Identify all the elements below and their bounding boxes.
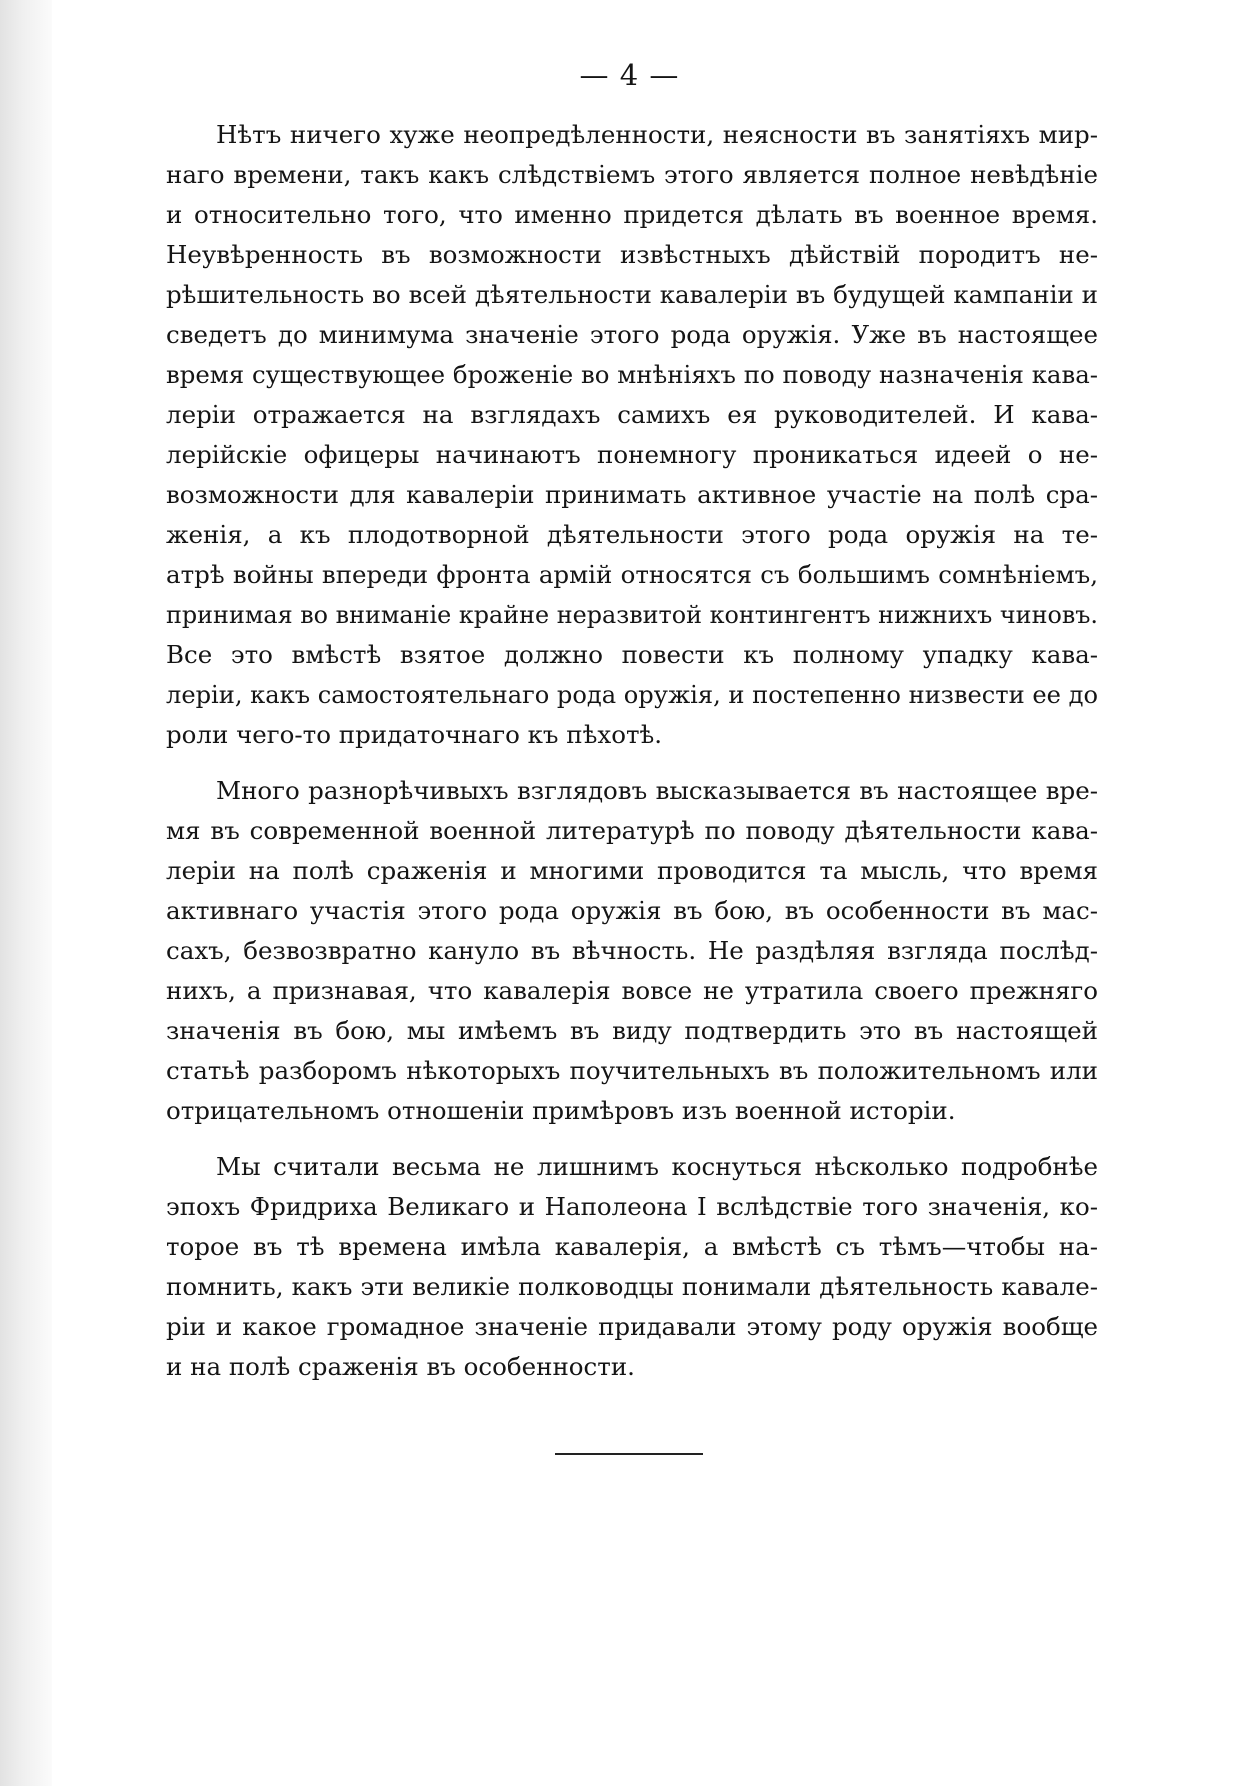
page-number: — 4 —	[579, 58, 680, 92]
text-line: нихъ, а признавая, что кавалерія вовсе не утратила своего прежняго	[166, 976, 1098, 1005]
paragraph-3	[166, 1147, 1098, 1387]
text-line: женія, а къ плодотворной дѣятельности этого рода оружія на те-	[166, 520, 1098, 549]
text-line: торое въ тѣ времена имѣла кавалерія, а вмѣстѣ съ тѣмъ—чтобы на-	[166, 1232, 1098, 1261]
scan-edge-shadow	[0, 0, 52, 1786]
text-line: Нѣтъ ничего хуже неопредѣленности, неясности въ занятіяхъ мир-	[216, 120, 1098, 149]
text-line: Неувѣренность въ возможности извѣстныхъ дѣйствій породитъ не-	[166, 240, 1098, 269]
text-line: эпохъ Фридриха Великаго и Наполеона I вслѣдствіе того значенія, ко-	[166, 1192, 1098, 1221]
text-line: Много разнорѣчивыхъ взглядовъ высказывается въ настоящее вре-	[216, 776, 1098, 805]
text-line: Все это вмѣстѣ взятое должно повести къ полному упадку кава-	[166, 640, 1098, 669]
text-line: сведетъ до минимума значеніе этого рода оружія. Уже въ настоящее	[166, 320, 1098, 349]
text-line: леріи на полѣ сраженія и многими проводится та мысль, что время	[166, 856, 1098, 885]
end-rule-divider	[555, 1453, 703, 1455]
paragraph-1	[166, 115, 1098, 755]
text-line: атрѣ войны впереди фронта армій относятся съ большимъ сомнѣніемъ,	[166, 560, 1098, 589]
text-line: наго времени, такъ какъ слѣдствіемъ этого является полное невѣдѣніе	[166, 160, 1098, 189]
text-line: леріи отражается на взглядахъ самихъ ея руководителей. И кава-	[166, 400, 1098, 429]
text-line: лерійскіе офицеры начинаютъ понемногу проникаться идеей о не-	[166, 440, 1098, 469]
text-line: значенія въ бою, мы имѣемъ въ виду подтвердить это въ настоящей	[166, 1016, 1098, 1045]
text-line: рѣшительность во всей дѣятельности кавалеріи въ будущей кампаніи и	[166, 280, 1098, 309]
paragraph-2	[166, 771, 1098, 1131]
text-line: время существующее броженіе во мнѣніяхъ по поводу назначенія кава-	[166, 360, 1098, 389]
text-line: мя въ современной военной литературѣ по поводу дѣятельности кава-	[166, 816, 1098, 845]
text-line: и относительно того, что именно придется дѣлать въ военное время.	[166, 200, 1098, 229]
text-line: статьѣ разборомъ нѣкоторыхъ поучительныхъ въ положительномъ или	[166, 1056, 1098, 1085]
text-line: возможности для кавалеріи принимать активное участіе на полѣ сра-	[166, 480, 1098, 509]
text-line: активнаго участія этого рода оружія въ бою, въ особенности въ мас-	[166, 896, 1098, 925]
text-line: сахъ, безвозвратно кануло въ вѣчность. Не раздѣляя взгляда послѣд-	[166, 936, 1098, 965]
page-body	[166, 115, 1098, 1403]
text-line: принимая во вниманіе крайне неразвитой контингентъ нижнихъ чиновъ.	[166, 601, 1098, 629]
text-line: помнить, какъ эти великіе полководцы понимали дѣятельность кавале-	[166, 1272, 1098, 1301]
text-line: роли чего-то придаточнаго къ пѣхотѣ.	[166, 720, 663, 749]
text-line: и на полѣ сраженія въ особенности.	[166, 1352, 635, 1381]
text-line: леріи, какъ самостоятельнаго рода оружія, и постепенно низвести ее до	[166, 681, 1098, 709]
text-line: Мы считали весьма не лишнимъ коснуться нѣсколько подробнѣе	[216, 1152, 1098, 1181]
text-line: отрицательномъ отношеніи примѣровъ изъ военной исторіи.	[166, 1096, 956, 1125]
text-line: ріи и какое громадное значеніе придавали этому роду оружія вообще	[166, 1312, 1098, 1341]
